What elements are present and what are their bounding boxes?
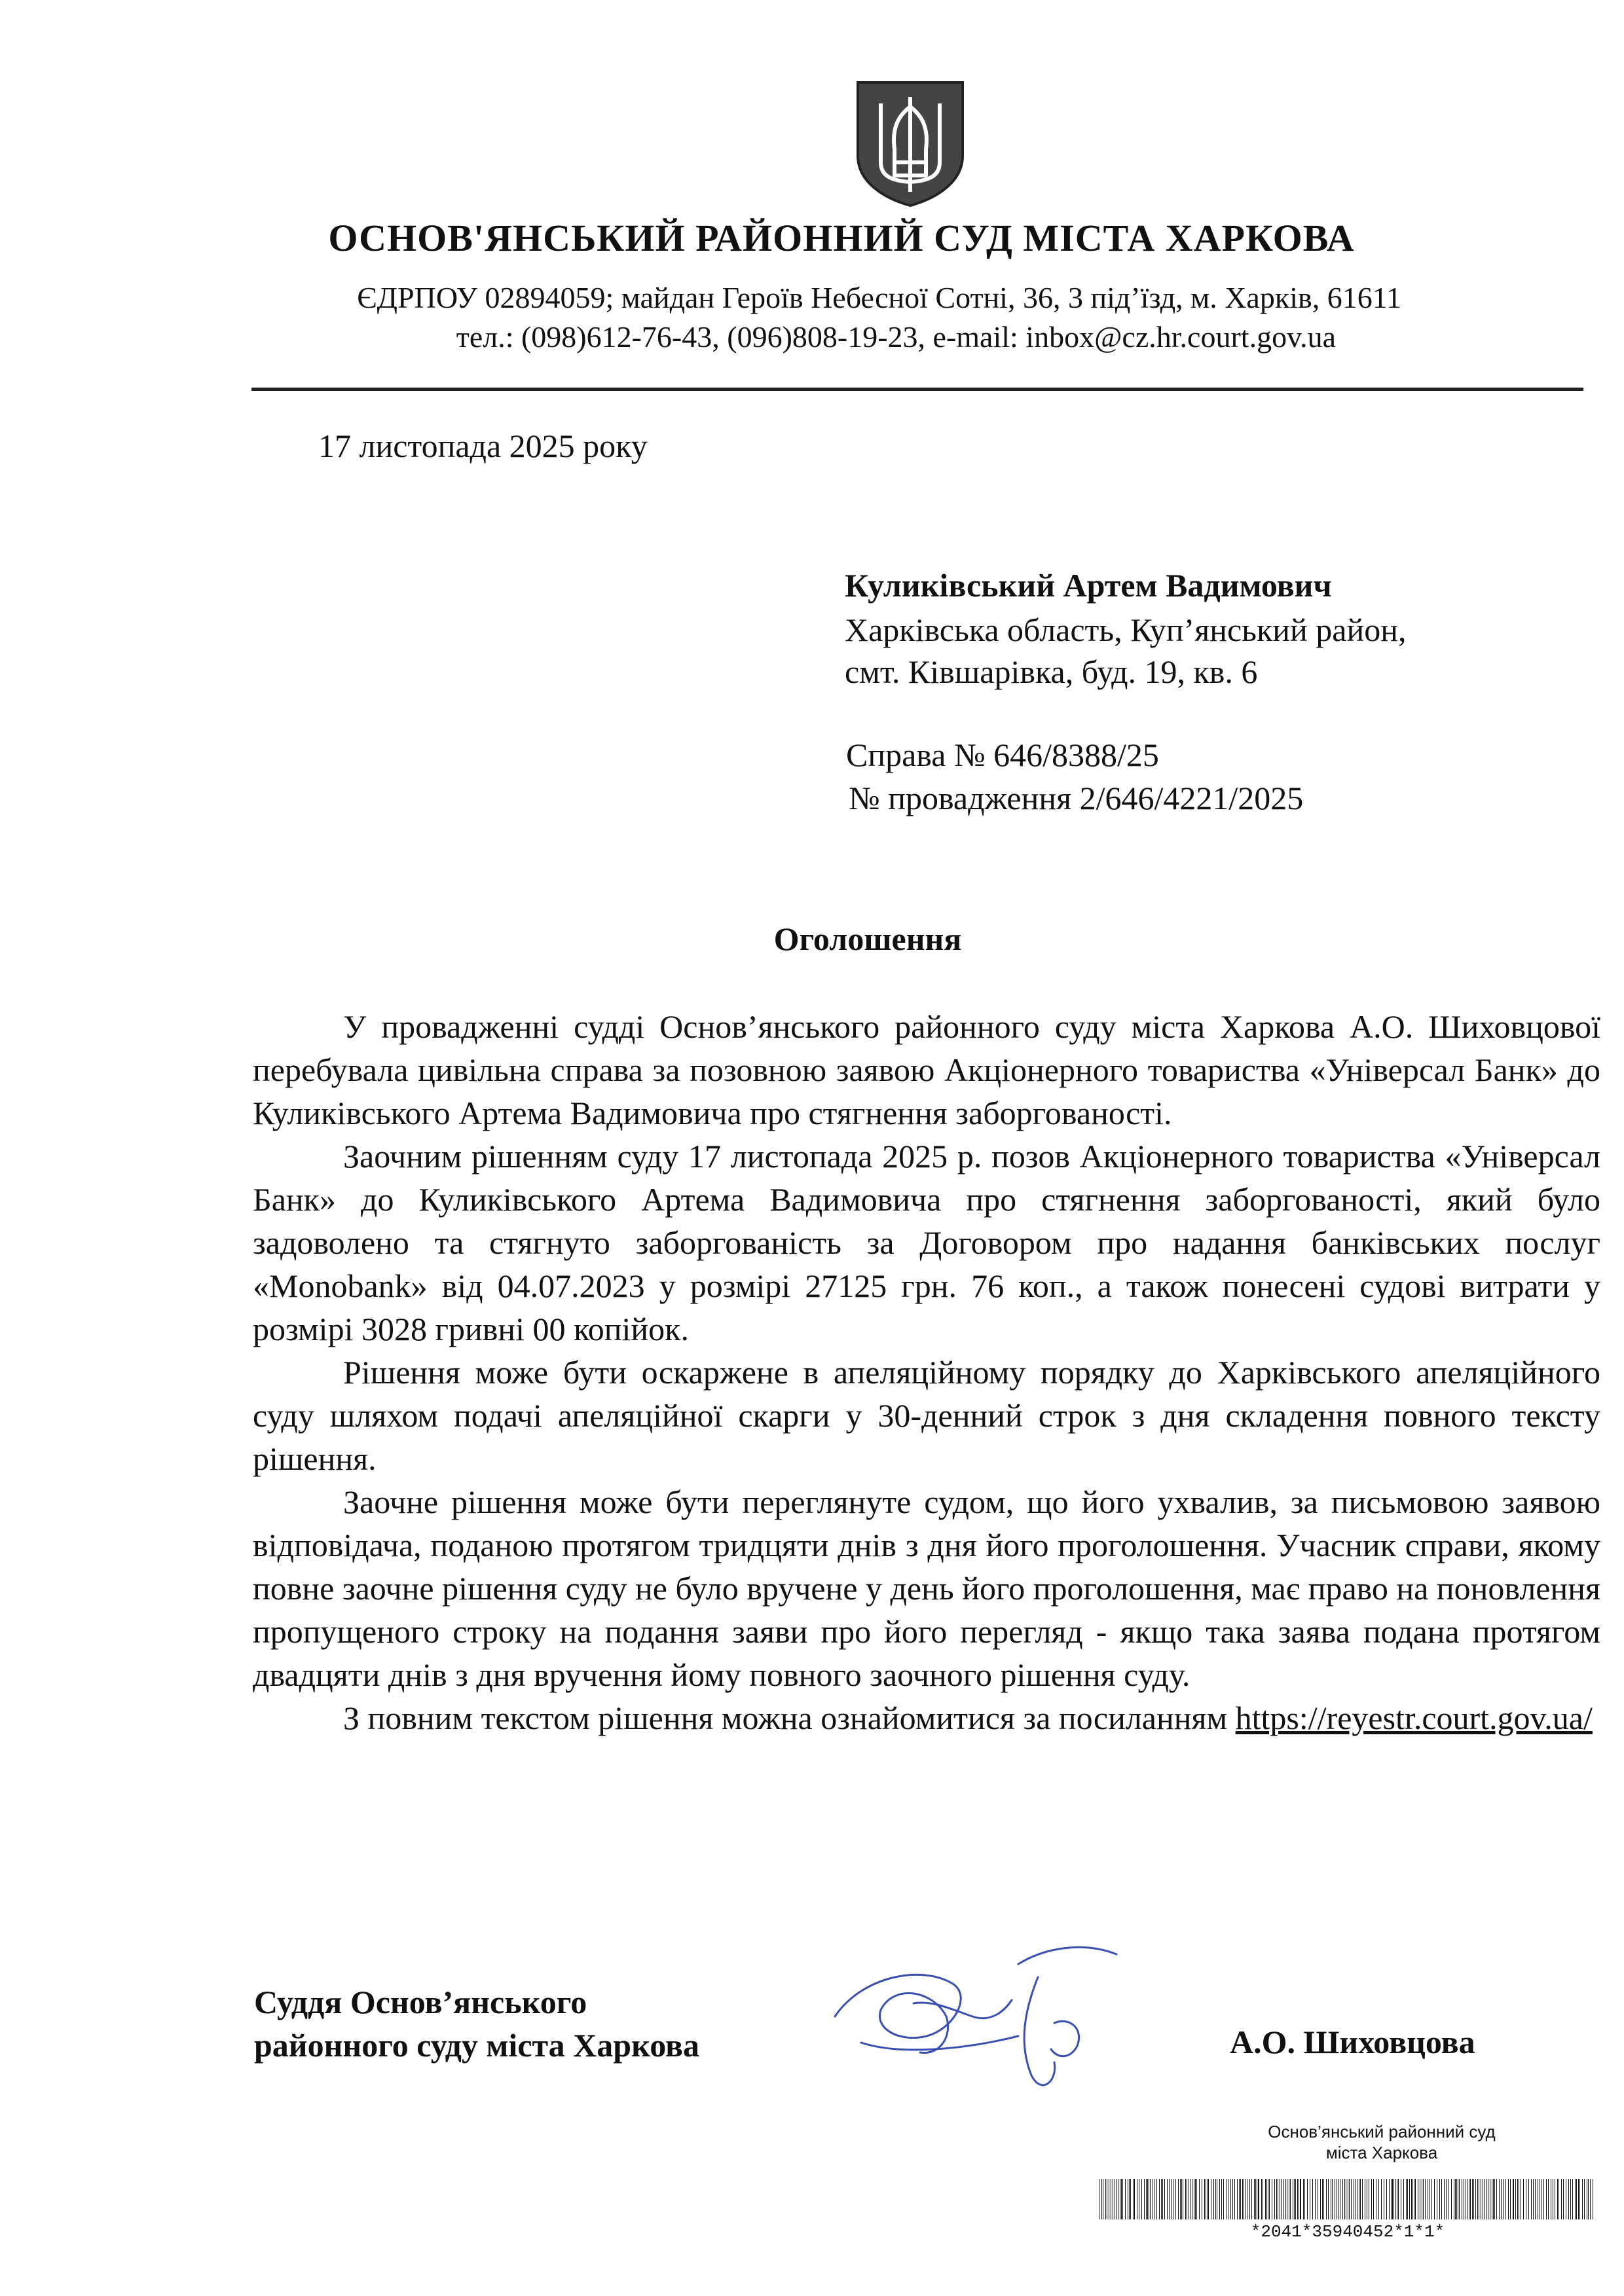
barcode-number: *2041*35940452*1*1* [1250,2222,1445,2242]
judge-name: А.О. Шиховцова [1230,2024,1475,2060]
stamp-line2: міста Харкова [1325,2143,1438,2162]
judge-position-line1: Суддя Основ’янського [254,1984,587,2020]
document-date: 17 листопада 2025 року [318,428,648,464]
full-text-note: З повним текстом рішення можна ознайомитися за посиланням [343,1700,1236,1736]
header-divider [251,388,1583,391]
coat-of-arms-icon [851,77,969,208]
announcement-heading: Оголошення [773,920,962,957]
judge-position [254,1980,699,2067]
judge-position-line2: районного суду міста Харкова [254,2027,700,2064]
registry-link[interactable]: https://reyestr.court.gov.ua/ [1235,1700,1593,1736]
paragraph: Заочне рішення може бути переглянуте судом, що його ухвалив, за письмовою заявою відповідача, поданою протягом тридцяти днів з дня його проголошення. Учасник справи, якому повне заочне рішення суду не було вручене у день його проголошення, має право на поновлення пропущеного строку на подання заяви про його перегляд - якщо така заява подана протягом двадцяти днів з дня вручення йому повного заочного рішення суду. [253,1484,1600,1693]
case-number: Справа № 646/8388/25 [846,737,1159,773]
addressee-name: Куликівський Артем Вадимович [845,567,1332,604]
announcement-body [253,1005,1600,1740]
handwritten-signature [822,1938,1130,2102]
addressee-block [845,564,1406,693]
case-info [846,733,1303,820]
court-requisites [249,278,1480,357]
requisites-contacts: тел.: (098)612-76-43, (096)808-19-23, e-mail: inbox@cz.hr.court.gov.ua [456,320,1336,354]
requisites-address: ЄДРПОУ 02894059; майдан Героїв Небесної Сотні, 36, 3 під’їзд, м. Харків, 61611 [357,281,1401,314]
court-name: ОСНОВ'ЯНСЬКИЙ РАЙОННИЙ СУД МІСТА ХАРКОВА [328,217,1355,259]
barcode [1099,2179,1596,2219]
paragraph: Заочним рішенням суду 17 листопада 2025 р. позов Акціонерного товариства «Універсал Банк» до Куликівського Артема Вадимовича про стягнення заборгованості, який було задоволено та стягнуто заборгованість за Договором про надання банківських послуг «Monobank» від 04.07.2023 у розмірі 27125 грн. 76 коп., а також понесені судові витрати у розмірі 3028 гривні 00 копійок. [253,1138,1600,1347]
proceeding-number: № провадження 2/646/4221/2025 [849,780,1304,816]
stamp-line1: Основ’янський районний суд [1268,2122,1496,2141]
paragraph-full-text-link [253,1696,1600,1740]
registration-stamp [1218,2121,1545,2163]
addressee-address-line2: смт. Ківшарівка, буд. 19, кв. 6 [845,653,1258,690]
paragraph: У провадженні судді Основ’янського районного суду міста Харкова А.О. Шиховцової перебувала цивільна справа за позовною заявою Акціонерного товариства «Універсал Банк» до Куликівського Артема Вадимовича про стягнення заборгованості. [253,1008,1600,1131]
paragraph: Рішення може бути оскаржене в апеляційному порядку до Харківського апеляційного суду шляхом подачі апеляційної скарги у 30-денний строк з дня складення повного тексту рішення. [253,1354,1600,1477]
addressee-address-line1: Харківська область, Куп’янський район, [845,611,1407,648]
